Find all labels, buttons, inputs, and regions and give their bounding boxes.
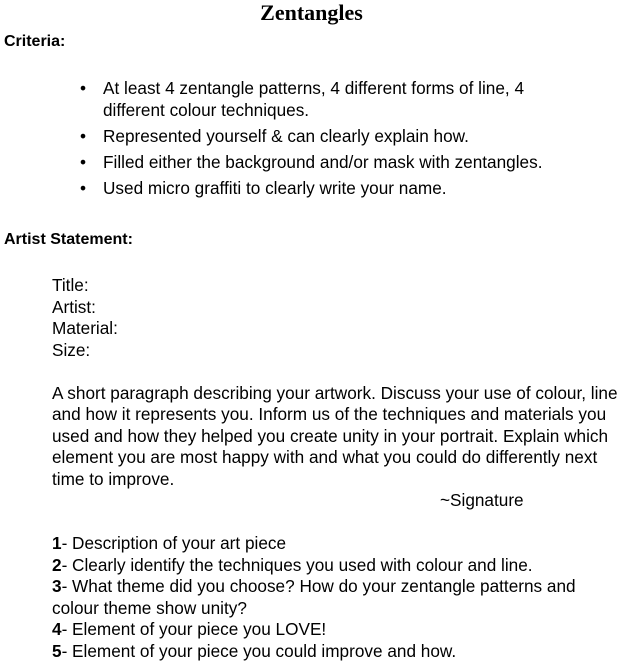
step-item (52, 555, 622, 577)
step-item (52, 619, 622, 641)
list-item (0, 125, 573, 147)
step-text: - Element of your piece you could improve and how. (61, 640, 457, 661)
signature-line: ~Signature (440, 490, 524, 510)
criteria-heading: Criteria: (4, 33, 66, 50)
step-number: 5 (52, 640, 62, 661)
step-number: 3 (52, 576, 62, 596)
spacer (52, 512, 622, 534)
step-number: 2 (52, 554, 62, 575)
bullet-icon: • (80, 78, 87, 98)
list-item (0, 151, 573, 173)
step-item (52, 641, 622, 663)
bullet-icon: • (80, 152, 87, 172)
spacer (52, 361, 622, 383)
step-item (52, 576, 622, 619)
bullet-icon: • (80, 178, 87, 198)
title-field-label: Title: (52, 275, 89, 295)
artist-field-label: Artist: (52, 296, 96, 317)
material-field-label: Material: (52, 318, 118, 338)
step-number: 4 (52, 619, 62, 639)
step-number: 1 (52, 533, 62, 553)
criteria-item-text: Represented yourself & can clearly explain how. (103, 126, 469, 146)
criteria-item-text: Filled either the background and/or mask with zentangles. (103, 152, 543, 172)
size-field-label: Size: (52, 339, 91, 360)
criteria-item-text: Used micro graffiti to clearly write your name. (103, 178, 447, 198)
page-title: Zentangles (260, 0, 363, 25)
step-text: - Clearly identify the techniques you used with colour and line. (61, 554, 533, 575)
statement-paragraph: A short paragraph describing your artwork. Discuss your use of colour, line and how it represents you. Inform us of the techniques and materials you used and how they helped you create unity in your portrait. Explain which element you are most happy with and what you could do differently next time to improve. (52, 382, 618, 489)
artist-statement-body (52, 275, 622, 662)
list-item (0, 77, 573, 121)
step-text: - Element of your piece you LOVE! (61, 619, 327, 639)
list-item (0, 177, 573, 199)
criteria-item-text: At least 4 zentangle patterns, 4 different forms of line, 4 different colour techniques. (103, 78, 525, 120)
step-text: - What theme did you choose? How do your zentangle patterns and colour theme show unity? (52, 576, 576, 618)
artist-statement-heading: Artist Statement: (4, 231, 133, 248)
criteria-list (0, 77, 623, 203)
step-text: - Description of your art piece (61, 533, 287, 553)
bullet-icon: • (80, 126, 87, 146)
step-item (52, 533, 622, 555)
